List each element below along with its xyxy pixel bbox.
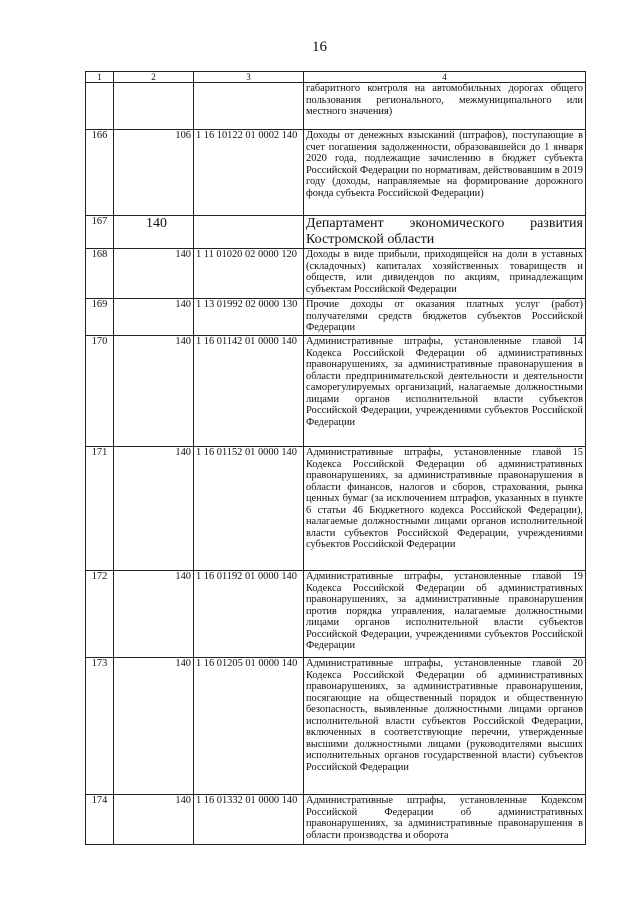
budget-classification-code (194, 83, 304, 130)
budget-classification-code: 1 11 01020 02 0000 120 (194, 249, 304, 299)
income-description: Доходы от денежных взысканий (штрафов), поступающие в счет погашения задолженности, образовавшейся до 1 января 2020 года, подлежащие зачислению в бюджет субъекта Российской Федерации по нормативам, действовавшим в 2019 году (доходы, направляемые на формирование дорожного фонда субъекта Российской Федерации) (304, 130, 586, 216)
budget-classification-code (194, 216, 304, 249)
table-row (86, 658, 586, 795)
table-row (86, 299, 586, 336)
income-description: Административные штрафы, установленные Кодексом Российской Федерации об административных правонарушениях, за административные правонарушения в области производства и оборота (304, 795, 586, 845)
budget-classification-code: 1 16 01332 01 0000 140 (194, 795, 304, 845)
column-header-1: 1 (86, 72, 114, 83)
admin-code: 140 (114, 249, 194, 299)
admin-code (114, 83, 194, 130)
admin-code: 140 (114, 571, 194, 658)
column-header-4: 4 (304, 72, 586, 83)
row-number: 174 (86, 795, 114, 845)
row-number: 169 (86, 299, 114, 336)
income-description: Доходы в виде прибыли, приходящейся на доли в уставных (складочных) капиталах хозяйственных товариществ и обществ, или дивидендов по акциям, принадлежащим субъектам Российской Федерации (304, 249, 586, 299)
admin-code: 140 (114, 299, 194, 336)
budget-classification-code: 1 16 10122 01 0002 140 (194, 130, 304, 216)
department-title: Департамент экономического развития Костромской области (304, 216, 586, 249)
row-number (86, 83, 114, 130)
table-header-row (86, 72, 586, 83)
table-row (86, 447, 586, 571)
table-row (86, 795, 586, 845)
table-row (86, 249, 586, 299)
income-description: Административные штрафы, установленные главой 19 Кодекса Российской Федерации об административных правонарушениях, за административные правонарушения против порядка управления, налагаемые должностными лицами органов исполнительной власти субъектов Российской Федерации, учреждениями субъектов Российской Федерации (304, 571, 586, 658)
income-description: Прочие доходы от оказания платных услуг (работ) получателями средств бюджетов субъектов Российской Федерации (304, 299, 586, 336)
admin-code: 140 (114, 795, 194, 845)
column-header-2: 2 (114, 72, 194, 83)
row-number: 167 (86, 216, 114, 249)
admin-code: 140 (114, 216, 194, 249)
budget-classification-code: 1 16 01205 01 0000 140 (194, 658, 304, 795)
budget-classification-code: 1 13 01992 02 0000 130 (194, 299, 304, 336)
admin-code: 140 (114, 336, 194, 447)
budget-classification-code: 1 16 01192 01 0000 140 (194, 571, 304, 658)
row-number: 171 (86, 447, 114, 571)
budget-classification-code: 1 16 01142 01 0000 140 (194, 336, 304, 447)
table-row (86, 83, 586, 130)
income-description: Административные штрафы, установленные главой 14 Кодекса Российской Федерации об административных правонарушениях, за административные правонарушения в области предпринимательской деятельности и деятельности саморегулируемых организаций, налагаемые должностными лицами органов исполнительной власти субъектов Российской Федерации, учреждениями субъектов Российской Федерации (304, 336, 586, 447)
admin-code: 140 (114, 658, 194, 795)
table-row (86, 130, 586, 216)
table-row (86, 336, 586, 447)
page-number: 16 (312, 39, 327, 55)
income-description: Административные штрафы, установленные главой 15 Кодекса Российской Федерации об административных правонарушениях, за административные правонарушения в области финансов, налогов и сборов, страхования, рынка ценных бумаг (за исключением штрафов, указанных в пункте 6 статьи 46 Бюджетного кодекса Российской Федерации), налагаемые должностными лицами органов исполнительной власти субъектов Российской Федерации, учреждениями субъектов Российской Федерации (304, 447, 586, 571)
row-number: 168 (86, 249, 114, 299)
admin-code: 140 (114, 447, 194, 571)
revenue-codes-table (85, 71, 586, 845)
column-header-3: 3 (194, 72, 304, 83)
row-number: 170 (86, 336, 114, 447)
table-row (86, 216, 586, 249)
income-description: Административные штрафы, установленные главой 20 Кодекса Российской Федерации об административных правонарушениях, за административные правонарушения, посягающие на общественный порядок и общественную безопасность, выявленные должностными лицами органов исполнительной власти субъектов Российской Федерации, включенных в соответствующие перечни, утвержденные высшими должностными лицами (руководителями высших исполнительных органов государственной власти) субъектов Российской Федерации (304, 658, 586, 795)
admin-code: 106 (114, 130, 194, 216)
income-description: габаритного контроля на автомобильных дорогах общего пользования регионального, межмуниципального или местного значения) (304, 83, 586, 130)
row-number: 173 (86, 658, 114, 795)
row-number: 172 (86, 571, 114, 658)
table-row (86, 571, 586, 658)
row-number: 166 (86, 130, 114, 216)
budget-classification-code: 1 16 01152 01 0000 140 (194, 447, 304, 571)
